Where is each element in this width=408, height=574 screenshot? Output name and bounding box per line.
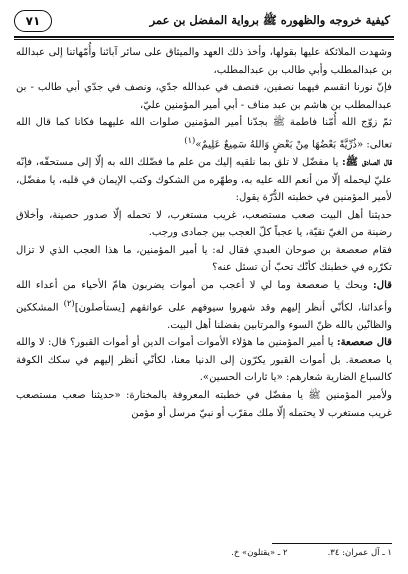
paragraph-7: قال: وبحك يا صعصعة وما لي لا أعجب من أموات يضربون هامّ الأحياء من أعداء الله وأعدائنا، لكأنّي أنظر إليهم وقد شهروا سيوفهم على عواتقهم [يستأصلون]$^{(٢)}$ المشككين والظانّين بالله ظنّ السوء والمرتابين بفضلنا أهل البيت. bbox=[16, 280, 392, 331]
page-number: ٧١ bbox=[14, 10, 52, 32]
body-text bbox=[16, 44, 392, 422]
paragraph-4: قال الصادق ﷺ: يا مفضّل لا تلق بما نلقيه إليك من علم ما فضّلك الله به إلّا إلى مستحقّه، فإنّه عليّ ليحمله إلّا من أنعم الله عليه به، وطهّره من الشكوك وكتب الإيمان في قلبه، يا مفضّل، لأمير المؤمنين في خطبته الدُّرّة يقول: bbox=[16, 156, 393, 204]
footnotes bbox=[16, 547, 392, 559]
paragraph-8: قال صعصعة: يا أمير المؤمنين ما هؤلاء الأموات أموات الدين أو أموات القبور؟ قال: لا والله يا صعصعة. بل أموات القبور يكرّون إلى الدنيا معنا، لكأنّي أنظر إليهم في سكك الكوفة كالسباع الضارية شعارهم: «يا ثارات الحسين». bbox=[16, 337, 392, 384]
header-rule-thin bbox=[14, 39, 394, 40]
page-header bbox=[14, 8, 394, 34]
paragraph-2: فإنّ نورنا انقسم فيهما نصفين، فنصف في عبدالله جدّي، ونصف في جدّي أبي طالب - بن عبدالمطلب بن هاشم بن عبد مناف - أبي أمير المؤمنين عليّ، bbox=[16, 82, 392, 111]
running-title: كيفية خروجه والظهوره ﷺ برواية المفضل بن عمر bbox=[149, 12, 390, 27]
footnote-ref-1: (١) bbox=[184, 134, 196, 145]
footnote-ref-2: (٢) bbox=[63, 297, 75, 308]
paragraph-6: فقام صعصعة بن صوحان العبدي فقال له: يا أمير المؤمنين، ما هذا العجب الذي لا تزال تكرّره في خطبتك كأنّك تحبّ أن تسئل عنه؟ bbox=[16, 244, 392, 274]
paragraph-3: ثمّ زوّج الله أُمّنا فاطمة ﷺ بجدّنا أمير المؤمنين صلوات الله عليهما فكانا كما قال الله تعالى: «ذُرِّيَّةً بَعْضُهَا مِنْ بَعْضٍ وَاللهُ سَمِيعٌ عَلِيمٌ»$^{(١)}$ bbox=[16, 117, 392, 151]
header-rule bbox=[14, 36, 394, 38]
footnote-1: ١ ـ آل عمران: ٣٤. bbox=[327, 548, 392, 558]
footnote-rule bbox=[272, 543, 392, 544]
paragraph-9: ولأمير المؤمنين ﷺ يا مفضّل في خطبته المعروفة بالمختارة: «حديثنا صعب مستصعب غريب مستغرب لا يحتمله إلّا ملك مقرّب أو نبيّ مرسل أو مؤمن bbox=[16, 390, 392, 419]
footnote-2: ٢ ـ «يقتلون» خ. bbox=[231, 548, 288, 558]
paragraph-1: وشهدت الملائكة عليها بقولها، وأخذ ذلك العهد والميثاق على سائر آبائنا وأُمّهاتنا إلى عبدالله بن عبدالمطلب وأبي طالب بن عبدالمطلب، bbox=[16, 47, 392, 76]
paragraph-5: حديثنا أهل البيت صعب مستصعب، غريب مستغرب، لا تحمله إلّا صدور حصينة، وأخلاق رضينة من الغيّ نقيّة، يا عجباً كلّ العجب بين جمادى ورجب. bbox=[16, 209, 392, 239]
